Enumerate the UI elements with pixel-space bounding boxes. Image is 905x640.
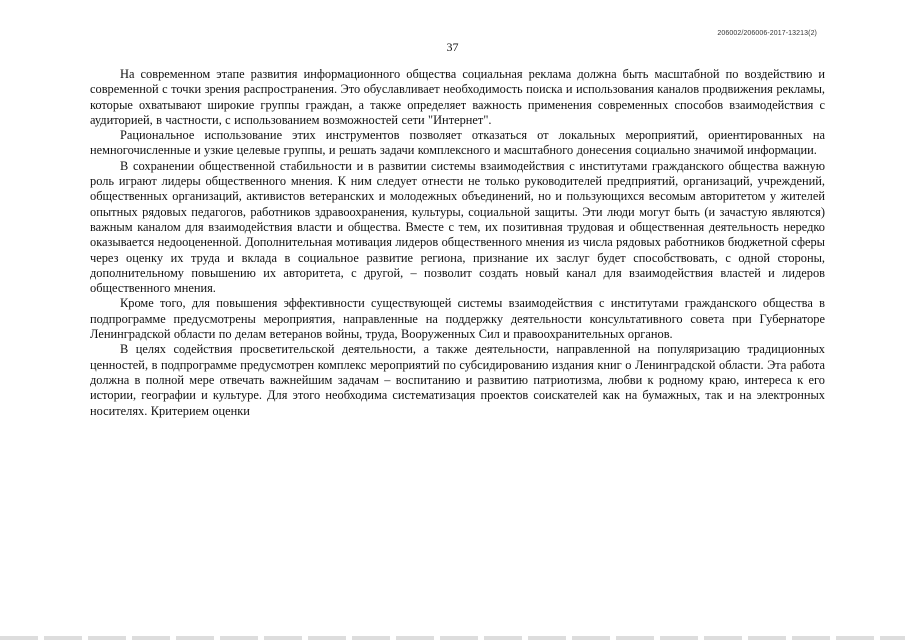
paragraph-book-publishing: В целях содействия просветительской деятельности, а также деятельности, направленной на популяризацию традиционных ценностей, в подпрограмме предусмотрен комплекс мероприятий по субсидированию издания книг о Ленинградской области. Эта работа должна в полной мере отвечать важнейшим задачам – воспитанию и развитию патриотизма, любви к родному краю, интереса к его истории, географии и культуре. Для этого необходима систематизация проектов соискателей как на бумажных, так и на электронных носителях. Критерием оценки: [90, 342, 825, 418]
paragraph-consultative-council: Кроме того, для повышения эффективности существующей системы взаимодействия с институтами гражданского общества в подпрограмме предусмотрены мероприятия, направленные на поддержку деятельности консультативного совета при Губернаторе Ленинградской области по делам ветеранов войны, труда, Вооруженных Сил и правоохранительных органов.: [90, 296, 825, 342]
paragraph-rational-use: Рациональное использование этих инструментов позволяет отказаться от локальных мероприятий, ориентированных на немногочисленные и узкие целевые группы, и решать задачи комплексного и масштабного донесения социально значимой информации.: [90, 128, 825, 158]
paragraph-opinion-leaders: В сохранении общественной стабильности и в развитии системы взаимодействия с институтами гражданского общества важную роль играют лидеры общественного мнения. К ним следует отнести не только руководителей предприятий, организаций, учреждений, общественных организаций, активистов ветеранских и молодежных объединений, но и пользующихся весомым авторитетом у жителей опытных рядовых педагогов, работников здравоохранения, культуры, социальной защиты. Эти люди могут быть (и зачастую являются) важным каналом для взаимодействия власти и общества. Вместе с тем, их позитивная трудовая и общественная деятельность нередко оказывается недооцененной. Дополнительная мотивация лидеров общественного мнения из числа рядовых работников бюджетной сферы через оценку их труда и вклада в социальное развитие региона, признание их заслуг будет способствовать, с одной стороны, дополнительному повышению их авторитета, с другой, – позволит создать новый канал для взаимодействия властей и лидеров общественного мнения.: [90, 158, 825, 296]
scan-edge-artifact: [0, 636, 905, 640]
page-number: 37: [446, 40, 459, 54]
document-code: 206002/206006-2017-13213(2): [717, 30, 817, 37]
body-text: [90, 67, 825, 419]
paragraph-social-advertising: На современном этапе развития информационного общества социальная реклама должна быть масштабной по воздействию и современной с точки зрения распространения. Это обуславливает необходимость поиска и использования каналов продвижения рекламы, которые охватывают широкие группы граждан, а также определяет важность применения современных способов взаимодействия с аудиторией, в частности, с использованием возможностей сети "Интернет".: [90, 67, 825, 127]
